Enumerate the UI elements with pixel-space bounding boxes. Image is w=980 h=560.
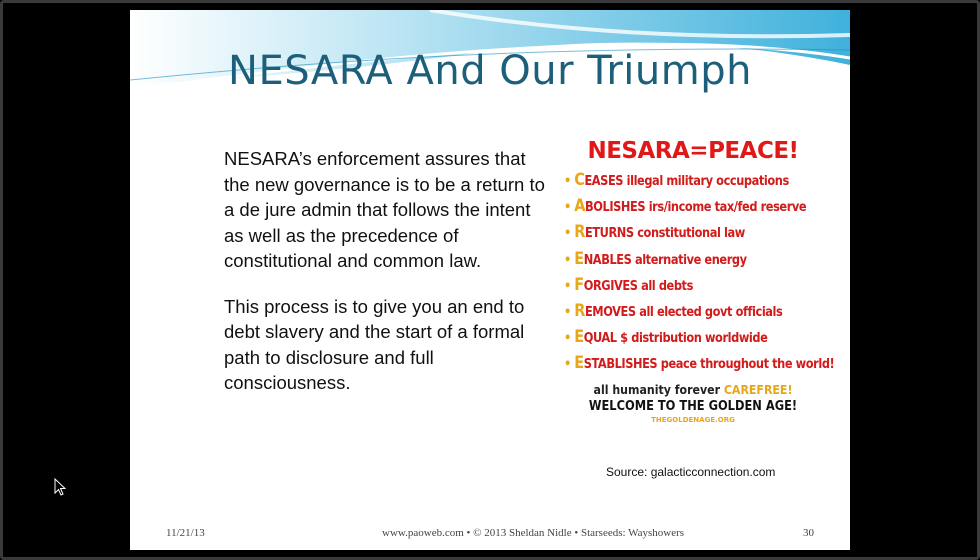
bullet-icon: • [564,174,571,189]
poster-item: • ENABLES alternative energy [564,248,747,269]
poster-item: • ABOLISHES irs/income tax/fed reserve [564,196,807,217]
poster-item: • ESTABLISHES peace throughout the world! [564,353,835,374]
poster-welcome: WELCOME TO THE GOLDEN AGE! [588,398,798,414]
footer-center: www.paoweb.com • © 2013 Sheldan Nidle • Starseeds: Wayshowers [382,527,685,539]
poster-item: • EQUAL $ distribution worldwide [564,327,768,348]
poster-tagline: all humanity forever CAREFREE! [593,381,793,397]
bullet-icon: • [564,200,571,216]
poster-item: • CEASES illegal military occupations [564,170,789,190]
poster-url: THEGOLDENAGE.ORG [651,415,735,424]
poster-item: • RETURNS constitutional law [564,222,745,243]
slide-title: NESARA And Our Triumph [228,48,752,94]
poster-list [564,168,835,378]
mouse-cursor-icon [54,478,66,496]
source-caption: Source: galacticconnection.com [606,465,776,479]
poster-item: • REMOVES all elected govt officials [564,301,783,322]
bullet-icon: • [564,278,571,294]
paragraph-process: This process is to give you an end to debt slavery and the start of a formal path to disclosure and full consciousness. [224,295,525,393]
bullet-icon: • [564,252,571,268]
bullet-icon: • [564,331,571,347]
poster-item: • FORGIVES all debts [564,274,693,295]
bullet-icon: • [564,357,571,373]
paragraph-enforcement: NESARA’s enforcement assures that the new governance is to be a return to a de jure admin that follows the intent as well as the precedence of constitutional and common law. [224,148,545,271]
poster-title: NESARA=PEACE! [587,138,799,164]
slide [130,10,850,550]
bullet-icon: • [564,305,571,321]
nesara-poster [560,134,835,440]
slide-body [224,146,554,416]
footer-page-number: 30 [803,527,814,539]
footer-date: 11/21/13 [166,527,205,539]
bullet-icon: • [564,226,571,242]
